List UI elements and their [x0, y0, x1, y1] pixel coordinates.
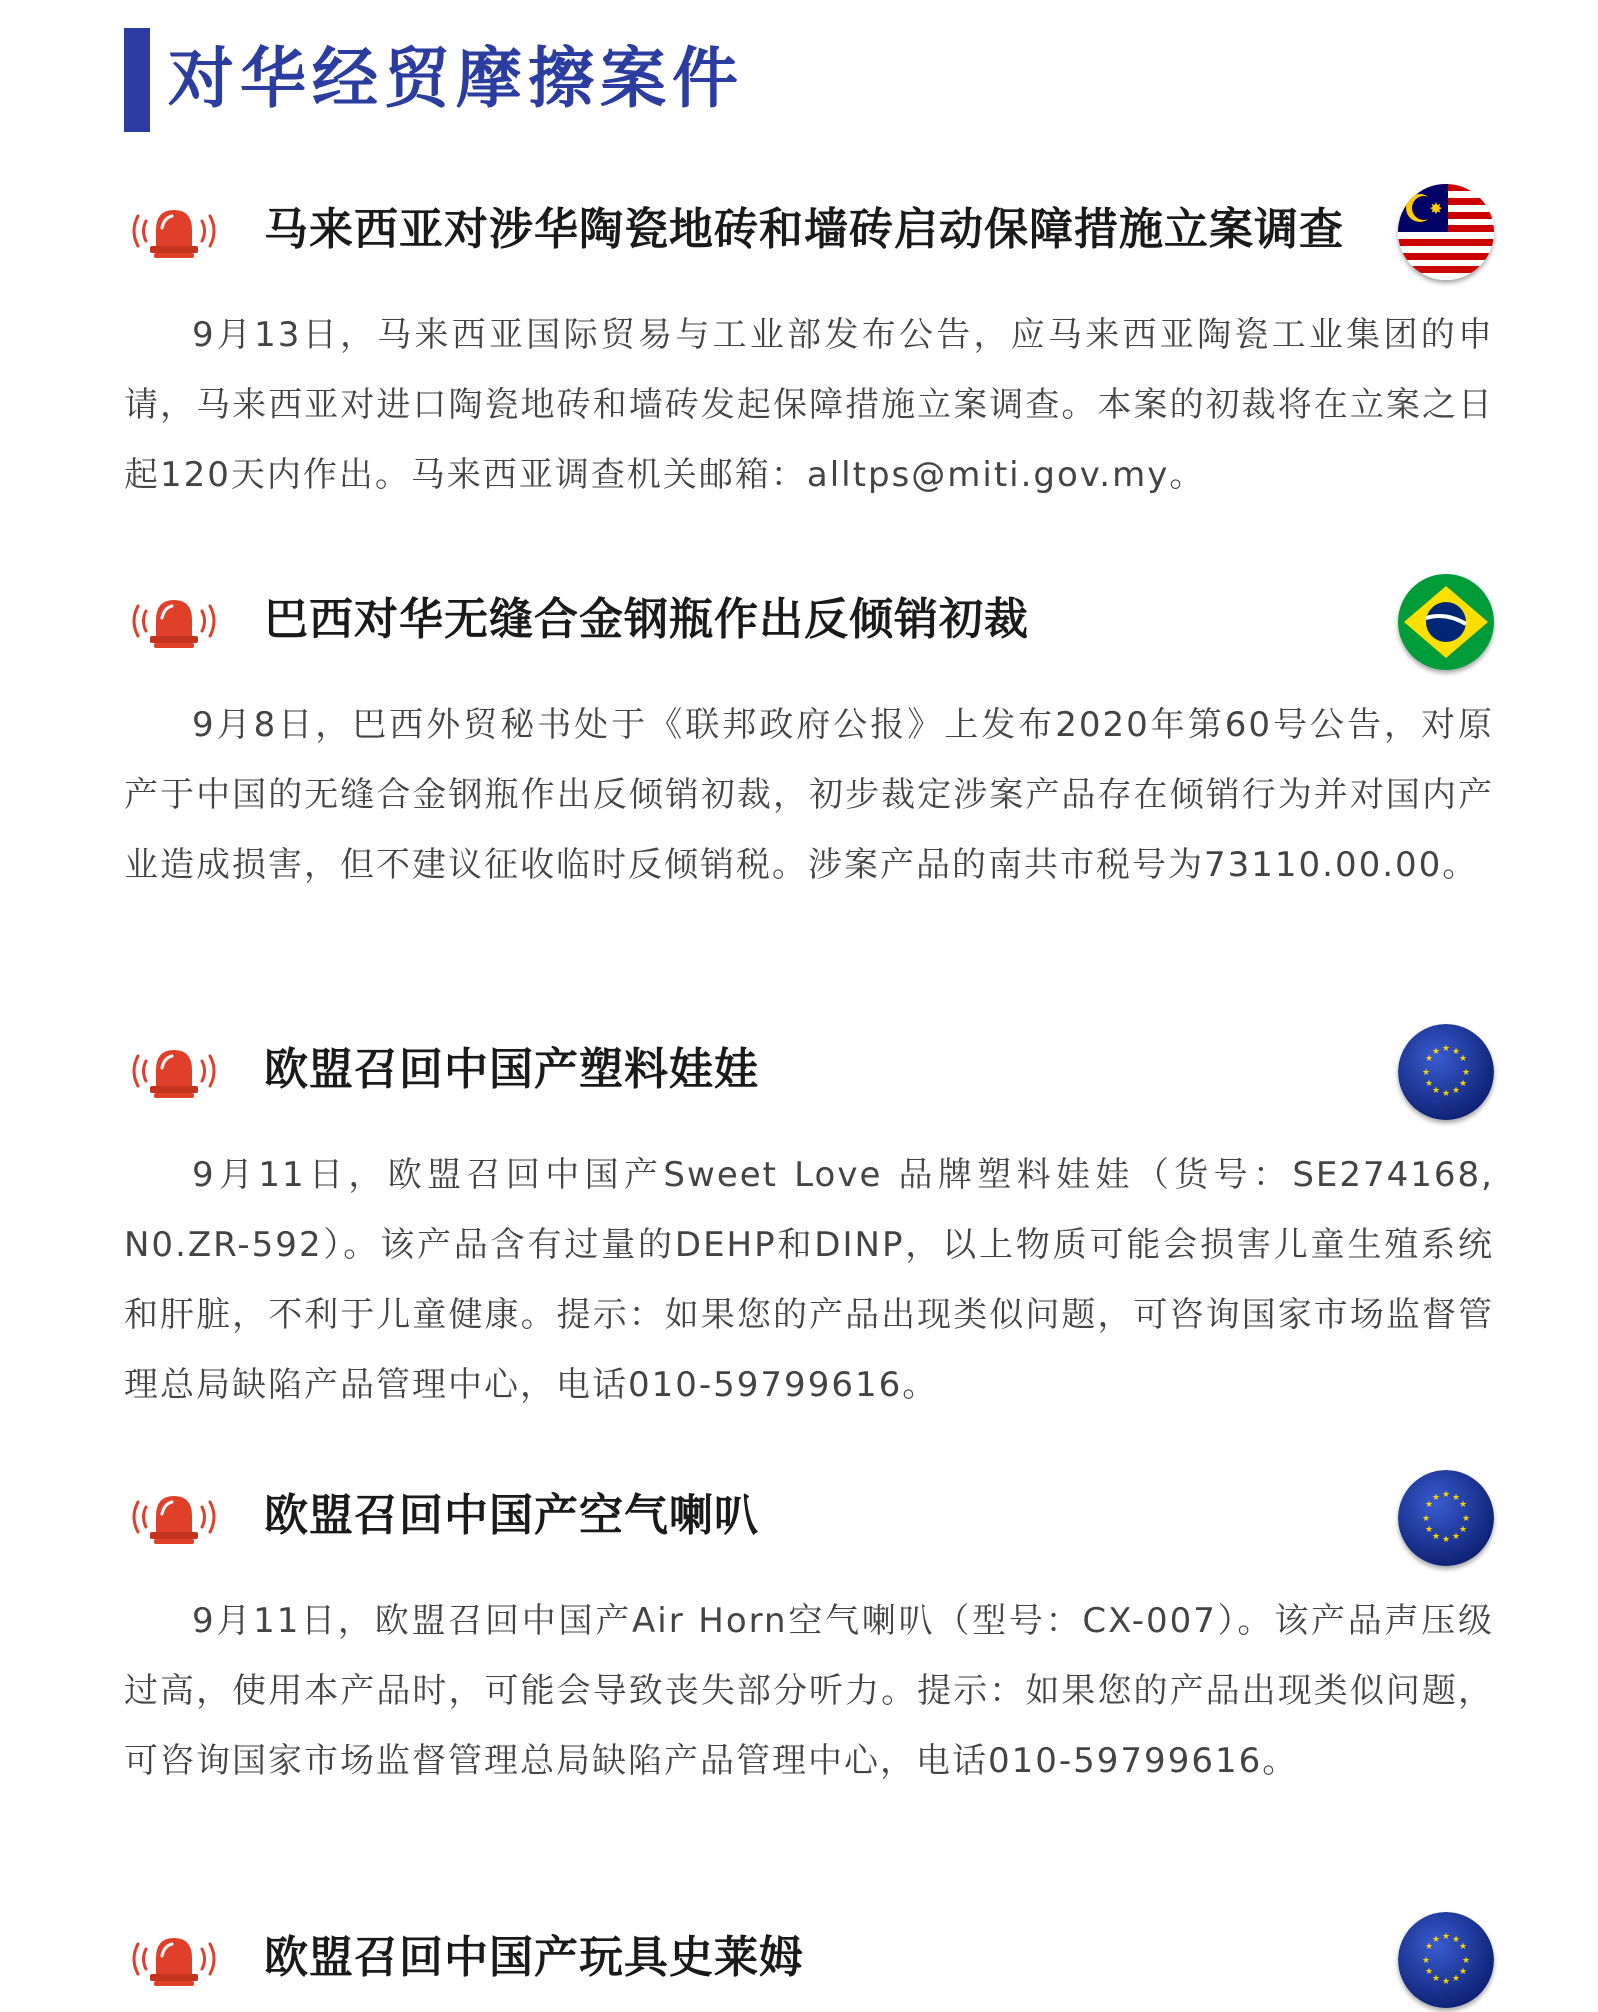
news-item-body: 9月11日，欧盟召回中国产Air Horn空气喇叭（型号：CX-007）。该产品声压级过高，使用本产品时，可能会导致丧失部分听力。提示：如果您的产品出现类似问题，可咨询国家市场监督管理总局缺陷产品管理中心，电话010-59799616。 — [124, 1601, 1494, 1781]
news-item — [124, 184, 1494, 510]
news-item — [124, 1470, 1494, 1796]
eu-flag-icon — [1398, 1024, 1494, 1120]
alarm-bell-icon — [124, 200, 224, 262]
news-item-body: 9月8日，巴西外贸秘书处于《联邦政府公报》上发布2020年第60号公告，对原产于中国的无缝合金钢瓶作出反倾销初裁，初步裁定涉案产品存在倾销行为并对国内产业造成损害，但不建议征收临时反倾销税。涉案产品的南共市税号为73110.00.00。 — [124, 705, 1494, 885]
news-item-body: 9月13日，马来西亚国际贸易与工业部发布公告，应马来西亚陶瓷工业集团的申请，马来西亚对进口陶瓷地砖和墙砖发起保障措施立案调查。本案的初裁将在立案之日起120天内作出。马来西亚调查机关邮箱：alltps@miti.gov.my。 — [124, 315, 1494, 495]
brazil-flag-icon — [1398, 574, 1494, 670]
news-item-head — [124, 184, 1494, 284]
news-item-title: 欧盟召回中国产塑料娃娃 — [264, 1044, 759, 1095]
malaysia-flag-icon — [1398, 184, 1494, 280]
news-item-head — [124, 1470, 1494, 1570]
news-item-head — [124, 1024, 1494, 1124]
section-header — [124, 28, 1024, 132]
news-item-title: 巴西对华无缝合金钢瓶作出反倾销初裁 — [264, 594, 1029, 645]
eu-flag-icon — [1398, 1912, 1494, 2008]
news-item — [124, 1912, 1494, 2012]
news-item — [124, 1024, 1494, 1420]
news-item-title: 欧盟召回中国产空气喇叭 — [264, 1490, 759, 1541]
alarm-bell-icon — [124, 1928, 224, 1990]
news-item — [124, 574, 1494, 900]
section-title: 对华经贸摩擦案件 — [168, 40, 744, 117]
news-item-body: 9月11日，欧盟召回中国产Sweet Love 品牌塑料娃娃（货号：SE274168, N0.ZR-592）。该产品含有过量的DEHP和DINP，以上物质可能会损害儿童生殖系统和肝脏，不利于儿童健康。提示：如果您的产品出现类似问题，可咨询国家市场监督管理总局缺陷产品管理中心，电话010-59799616。 — [124, 1155, 1494, 1405]
section-accent-bar — [124, 28, 150, 132]
news-item-title: 欧盟召回中国产玩具史莱姆 — [264, 1932, 804, 1983]
alarm-bell-icon — [124, 1040, 224, 1102]
news-item-head — [124, 574, 1494, 674]
alarm-bell-icon — [124, 1486, 224, 1548]
news-item-head — [124, 1912, 1494, 2012]
eu-flag-icon — [1398, 1470, 1494, 1566]
news-item-title: 马来西亚对涉华陶瓷地砖和墙砖启动保障措施立案调查 — [264, 204, 1344, 255]
alarm-bell-icon — [124, 590, 224, 652]
